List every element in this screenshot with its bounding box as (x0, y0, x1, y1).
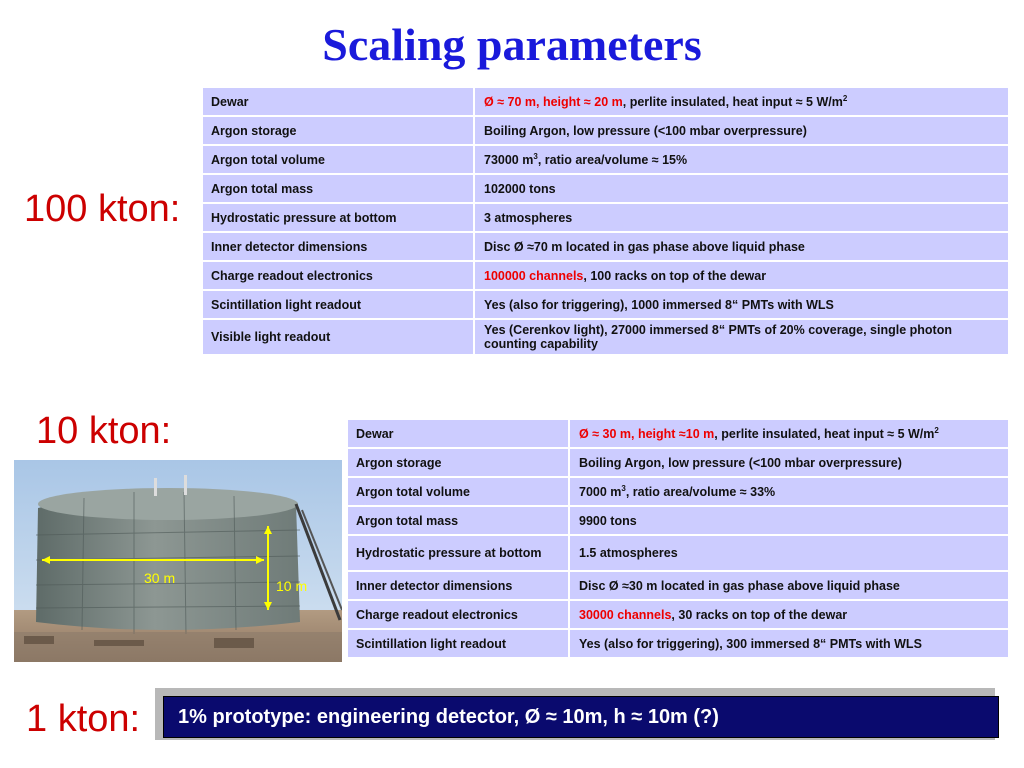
parameter-name-cell: Scintillation light readout (347, 629, 569, 658)
value-text: Disc Ø ≈70 m located in gas phase above liquid phase (484, 239, 805, 254)
page-title: Scaling parameters (322, 19, 702, 70)
table-row (202, 261, 1009, 290)
table-row (347, 448, 1009, 477)
parameter-value-cell (569, 506, 1009, 535)
value-text: 73000 m (484, 152, 534, 167)
parameter-value-cell (474, 174, 1009, 203)
parameter-name-cell: Scintillation light readout (202, 290, 474, 319)
highlight-text: 30000 channels (579, 607, 672, 622)
value-text: 7000 m (579, 484, 622, 499)
table-row (202, 203, 1009, 232)
dimension-label-height: 10 m (276, 578, 308, 594)
table-row (202, 290, 1009, 319)
value-text: 3 atmospheres (484, 210, 573, 225)
label-100-kton: 100 kton: (24, 188, 181, 230)
parameter-name-cell: Inner detector dimensions (347, 571, 569, 600)
parameter-name-cell: Visible light readout (202, 319, 474, 355)
parameter-name-cell: Argon total mass (202, 174, 474, 203)
value-text: Yes (Cerenkov light), 27000 immersed 8“ PMTs of 20% coverage, single photon counting capability (484, 323, 952, 351)
table-row (202, 232, 1009, 261)
parameter-value-cell (569, 477, 1009, 506)
value-text: Yes (also for triggering), 300 immersed 8“ PMTs with WLS (579, 636, 922, 651)
value-text: , perlite insulated, heat input ≈ 5 W/m (714, 426, 935, 441)
table-100-kton (201, 86, 1010, 356)
parameter-value-cell (569, 571, 1009, 600)
table-row (347, 629, 1009, 658)
table-row (202, 319, 1009, 355)
value-text: 9900 tons (579, 513, 637, 528)
table-row (202, 174, 1009, 203)
value-text: Yes (also for triggering), 1000 immersed 8“ PMTs with WLS (484, 297, 834, 312)
table-10-kton (346, 418, 1010, 659)
parameter-value-cell (569, 629, 1009, 658)
parameter-value-cell (569, 448, 1009, 477)
value-text: Boiling Argon, low pressure (<100 mbar overpressure) (484, 123, 807, 138)
parameter-value-cell (569, 535, 1009, 571)
parameter-value-cell (474, 232, 1009, 261)
parameter-name-cell: Argon storage (347, 448, 569, 477)
parameter-value-cell (474, 261, 1009, 290)
parameter-name-cell: Charge readout electronics (347, 600, 569, 629)
value-text-after: , ratio area/volume ≈ 33% (625, 484, 776, 499)
dimension-label-width: 30 m (144, 570, 176, 586)
table-row (347, 506, 1009, 535)
parameter-value-cell (569, 419, 1009, 448)
parameter-name-cell: Dewar (347, 419, 569, 448)
parameter-name-cell: Argon total mass (347, 506, 569, 535)
table-row (347, 600, 1009, 629)
superscript: 2 (934, 425, 939, 435)
parameter-name-cell: Charge readout electronics (202, 261, 474, 290)
parameter-name-cell: Hydrostatic pressure at bottom (347, 535, 569, 571)
table-row (347, 571, 1009, 600)
superscript: 3 (533, 151, 538, 161)
parameter-value-cell (474, 319, 1009, 355)
superscript: 2 (842, 93, 848, 103)
label-1-kton: 1 kton: (26, 698, 141, 740)
table-row (202, 116, 1009, 145)
parameter-value-cell (474, 290, 1009, 319)
table-row (347, 419, 1009, 448)
parameter-name-cell: Argon total volume (347, 477, 569, 506)
value-text: , 100 racks on top of the dewar (583, 268, 767, 283)
table-row (202, 145, 1009, 174)
table-row (347, 535, 1009, 571)
superscript: 3 (621, 483, 626, 493)
parameter-name-cell: Inner detector dimensions (202, 232, 474, 261)
value-text: Boiling Argon, low pressure (<100 mbar overpressure) (579, 455, 902, 470)
parameter-value-cell (474, 116, 1009, 145)
parameter-value-cell (474, 145, 1009, 174)
parameter-value-cell (474, 203, 1009, 232)
value-text: Disc Ø ≈30 m located in gas phase above liquid phase (579, 578, 900, 593)
highlight-text: Ø ≈ 30 m, height ≈10 m (579, 426, 715, 441)
value-text: 1.5 atmospheres (579, 546, 678, 560)
highlight-text: Ø ≈ 70 m, height ≈ 20 m (484, 94, 623, 109)
prototype-banner: 1% prototype: engineering detector, Ø ≈ 10m, h ≈ 10m (?) (163, 696, 999, 738)
table-row (347, 477, 1009, 506)
dewar-photo (14, 460, 342, 662)
parameter-name-cell: Argon storage (202, 116, 474, 145)
label-10-kton: 10 kton: (36, 410, 172, 452)
parameter-name-cell: Dewar (202, 87, 474, 116)
parameter-value-cell (474, 87, 1009, 116)
highlight-text: 100000 channels (484, 268, 584, 283)
value-text-after: , ratio area/volume ≈ 15% (537, 152, 688, 167)
value-text: , perlite insulated, heat input ≈ 5 W/m (622, 94, 843, 109)
value-text: 102000 tons (484, 181, 556, 196)
parameter-name-cell: Hydrostatic pressure at bottom (202, 203, 474, 232)
parameter-value-cell (569, 600, 1009, 629)
value-text: , 30 racks on top of the dewar (671, 607, 848, 622)
table-row (202, 87, 1009, 116)
parameter-name-cell: Argon total volume (202, 145, 474, 174)
